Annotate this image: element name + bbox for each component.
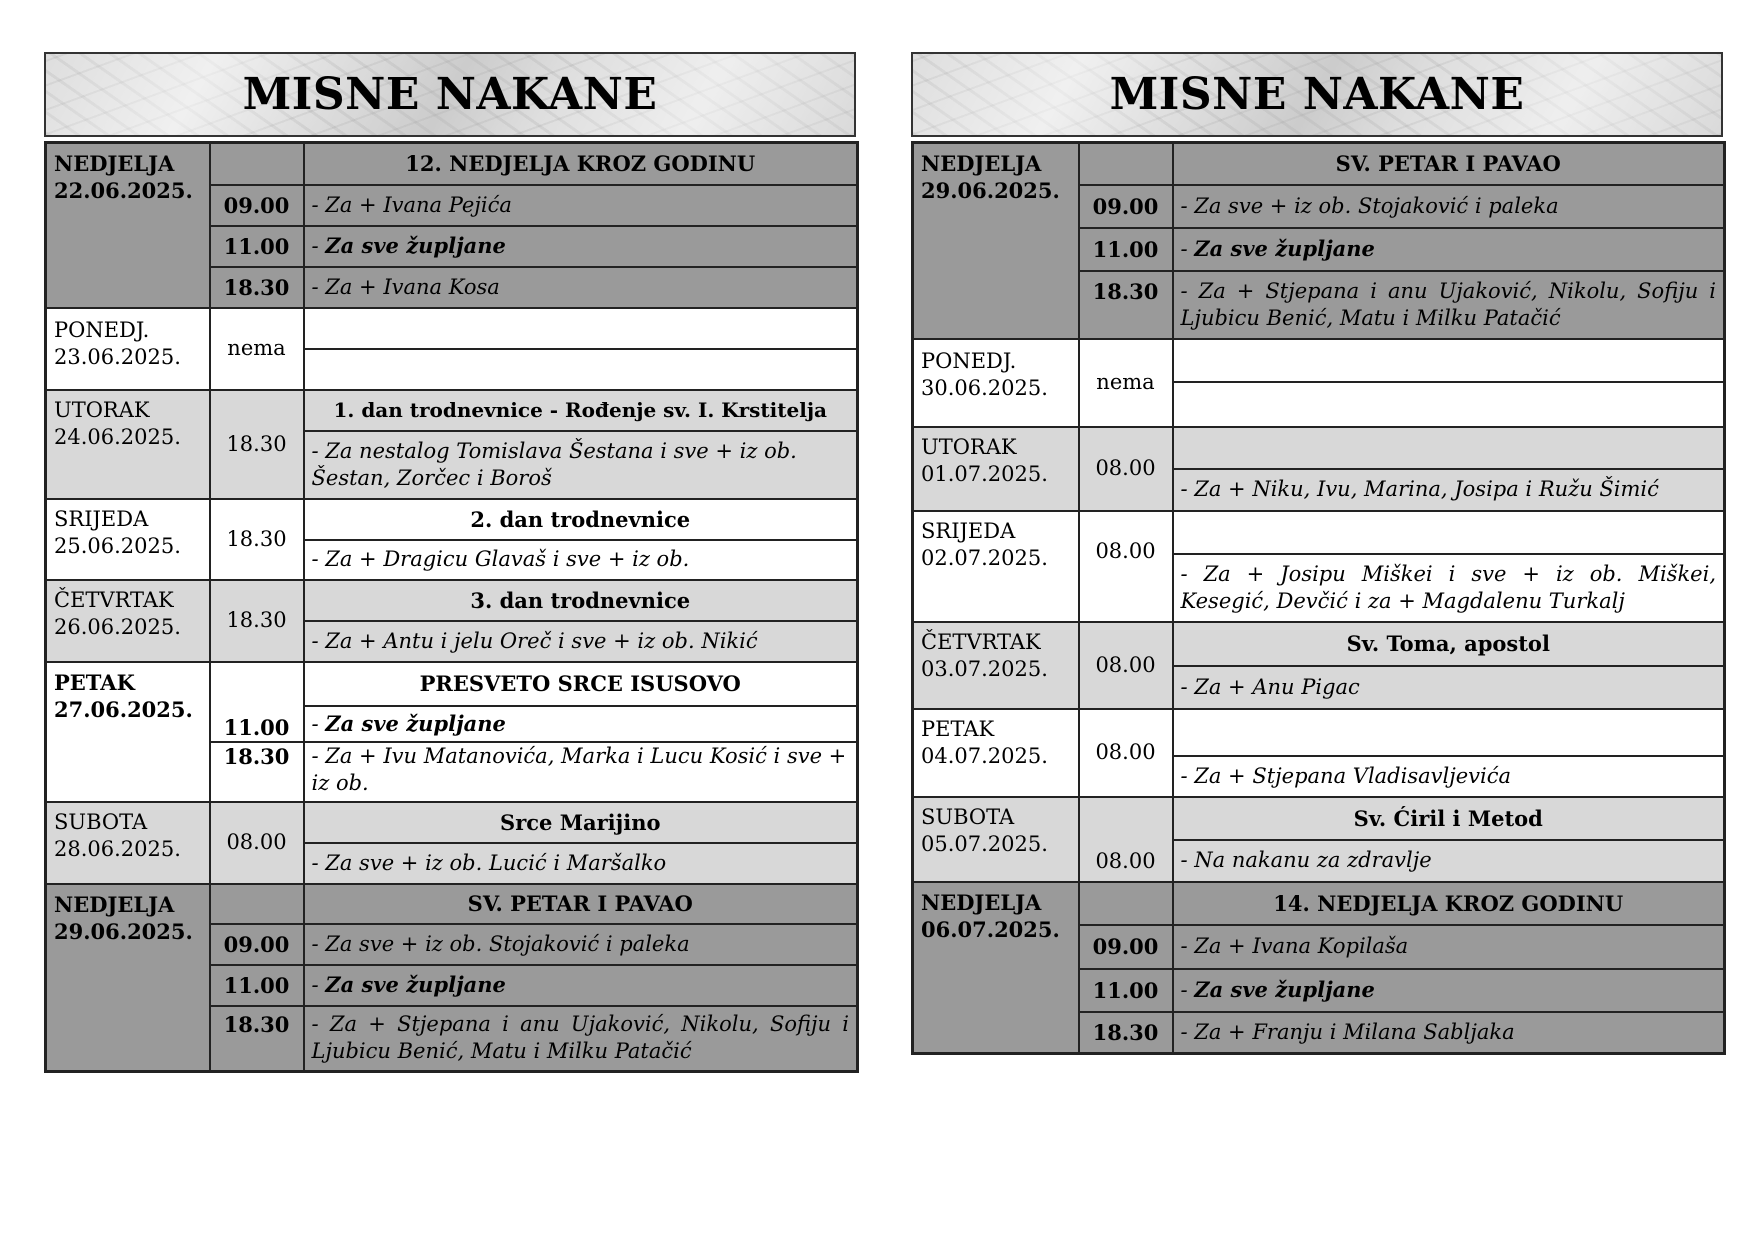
day-cell: PONEDJ. 23.06.2025. — [46, 308, 210, 390]
table-row — [913, 143, 1725, 185]
time-cell: 18.30 — [1079, 1012, 1173, 1054]
time-cell: 09.00 — [210, 185, 304, 226]
time-cell: 08.00 — [1079, 622, 1173, 709]
day-cell: NEDJELJA 29.06.2025. — [46, 884, 210, 1072]
table-row — [46, 580, 858, 621]
day-cell: NEDJELJA 29.06.2025. — [913, 143, 1079, 339]
time-cell — [1079, 882, 1173, 925]
time-cell: 18.30 — [210, 267, 304, 308]
intention-text: - Za sve + iz ob. Stojaković i paleka — [304, 924, 858, 965]
table-row — [913, 511, 1725, 554]
intention-text: - Za + Antu i jelu Oreč i sve + iz ob. Nikić — [304, 621, 858, 662]
intention-text: - Za + Dragicu Glavaš i sve + iz ob. — [304, 540, 858, 580]
header-banner — [44, 52, 856, 137]
intention-text: - Za + Niku, Ivu, Marina, Josipa i Ružu Šimić — [1173, 469, 1725, 511]
intention-text: - Za sve župljane — [304, 226, 858, 267]
time-cell: 09.00 — [210, 924, 304, 965]
feast-title: 14. NEDJELJA KROZ GODINU — [1173, 882, 1725, 925]
intention-text: - Za + Franju i Milana Sabljaka — [1173, 1012, 1725, 1054]
mass-intentions-table — [911, 141, 1726, 1055]
day-cell: NEDJELJA 06.07.2025. — [913, 882, 1079, 1054]
intention-text — [304, 308, 858, 349]
feast-title — [1173, 511, 1725, 554]
time-cell: 11.00 — [210, 706, 304, 742]
intention-text: - Za sve župljane — [304, 965, 858, 1006]
intention-text: - Za + Josipu Miškei i sve + iz ob. Miškei, Kesegić, Devčić i za + Magdalenu Turkalj — [1173, 554, 1725, 622]
day-cell: SUBOTA 28.06.2025. — [46, 802, 210, 884]
intention-text: - Za nestalog Tomislava Šestana i sve + iz ob. Šestan, Zorčec i Boroš — [304, 431, 858, 499]
time-cell — [210, 884, 304, 924]
feast-title: 3. dan trodnevnice — [304, 580, 858, 621]
intention-text — [1173, 382, 1725, 427]
intention-text: - Za sve + iz ob. Lucić i Maršalko — [304, 843, 858, 884]
feast-title: SV. PETAR I PAVAO — [1173, 143, 1725, 185]
intention-text: - Za + Ivana Kosa — [304, 267, 858, 308]
table-row — [46, 884, 858, 924]
day-cell: ČETVRTAK 26.06.2025. — [46, 580, 210, 662]
time-cell: 08.00 — [210, 802, 304, 884]
time-cell: 18.30 — [210, 1006, 304, 1072]
day-cell: UTORAK 01.07.2025. — [913, 427, 1079, 511]
header-banner — [911, 52, 1723, 137]
day-cell: PONEDJ. 30.06.2025. — [913, 339, 1079, 427]
time-cell: 18.30 — [210, 580, 304, 662]
day-cell: SRIJEDA 02.07.2025. — [913, 511, 1079, 622]
feast-title: 2. dan trodnevnice — [304, 499, 858, 540]
time-cell: 09.00 — [1079, 925, 1173, 969]
intention-text: - Za + Ivana Pejića — [304, 185, 858, 226]
time-cell: 09.00 — [1079, 185, 1173, 228]
time-cell: 18.30 — [210, 499, 304, 580]
table-row — [46, 802, 858, 843]
intention-text: - Za sve župljane — [1173, 228, 1725, 271]
time-cell: 08.00 — [1079, 511, 1173, 622]
time-cell: 18.30 — [1079, 271, 1173, 339]
table-row — [46, 308, 858, 349]
feast-title: 12. NEDJELJA KROZ GODINU — [304, 143, 858, 185]
feast-title: Sv. Ćiril i Metod — [1173, 797, 1725, 840]
feast-title: Srce Marijino — [304, 802, 858, 843]
time-cell: 11.00 — [1079, 228, 1173, 271]
time-cell: 18.30 — [210, 742, 304, 802]
intention-text: - Za sve + iz ob. Stojaković i paleka — [1173, 185, 1725, 228]
time-cell: 11.00 — [210, 965, 304, 1006]
table-row — [46, 662, 858, 706]
day-cell: UTORAK 24.06.2025. — [46, 390, 210, 499]
table-row — [913, 882, 1725, 925]
feast-title: 1. dan trodnevnice - Rođenje sv. I. Krstitelja — [304, 390, 858, 431]
day-cell: SRIJEDA 25.06.2025. — [46, 499, 210, 580]
day-cell: SUBOTA 05.07.2025. — [913, 797, 1079, 882]
feast-title: Sv. Toma, apostol — [1173, 622, 1725, 666]
schedule-panel-right — [911, 52, 1723, 1055]
feast-title: PRESVETO SRCE ISUSOVO — [304, 662, 858, 706]
feast-title: SV. PETAR I PAVAO — [304, 884, 858, 924]
table-row — [913, 797, 1725, 840]
time-cell — [210, 143, 304, 185]
intention-text: - Za + Ivana Kopilaša — [1173, 925, 1725, 969]
time-cell: 11.00 — [210, 226, 304, 267]
intention-text: - Za + Anu Pigac — [1173, 666, 1725, 709]
intention-text: - Za + Stjepana i anu Ujaković, Nikolu, Sofiju i Ljubicu Benić, Matu i Milku Patačić — [304, 1006, 858, 1072]
intention-text — [1173, 339, 1725, 382]
intention-text: - Za sve župljane — [304, 706, 858, 742]
table-row — [46, 390, 858, 431]
intention-text: - Za + Ivu Matanovića, Marka i Lucu Kosić i sve + iz ob. — [304, 742, 858, 802]
intention-text: - Za + Stjepana i anu Ujaković, Nikolu, Sofiju i Ljubicu Benić, Matu i Milku Patačić — [1173, 271, 1725, 339]
time-cell: 08.00 — [1079, 797, 1173, 882]
table-row — [913, 622, 1725, 666]
page-title: MISNE NAKANE — [1109, 69, 1525, 120]
feast-title — [1173, 427, 1725, 469]
day-cell: PETAK 27.06.2025. — [46, 662, 210, 802]
mass-intentions-table — [44, 141, 859, 1073]
time-cell: 08.00 — [1079, 427, 1173, 511]
day-cell: PETAK 04.07.2025. — [913, 709, 1079, 797]
page-title: MISNE NAKANE — [242, 69, 658, 120]
time-cell: nema — [1079, 339, 1173, 427]
day-cell: ČETVRTAK 03.07.2025. — [913, 622, 1079, 709]
time-cell: 18.30 — [210, 390, 304, 499]
intention-text: - Za sve župljane — [1173, 969, 1725, 1012]
time-cell: 08.00 — [1079, 709, 1173, 797]
table-row — [913, 709, 1725, 756]
intention-text: - Na nakanu za zdravlje — [1173, 840, 1725, 882]
table-row — [46, 499, 858, 540]
intention-text — [304, 349, 858, 390]
schedule-panel-left — [44, 52, 856, 1073]
time-cell: nema — [210, 308, 304, 390]
table-row — [46, 143, 858, 185]
time-cell — [1079, 143, 1173, 185]
table-row — [913, 427, 1725, 469]
feast-title — [1173, 709, 1725, 756]
intention-text: - Za + Stjepana Vladisavljevića — [1173, 756, 1725, 797]
day-cell: NEDJELJA 22.06.2025. — [46, 143, 210, 308]
time-cell — [210, 662, 304, 706]
table-row — [913, 339, 1725, 382]
time-cell: 11.00 — [1079, 969, 1173, 1012]
